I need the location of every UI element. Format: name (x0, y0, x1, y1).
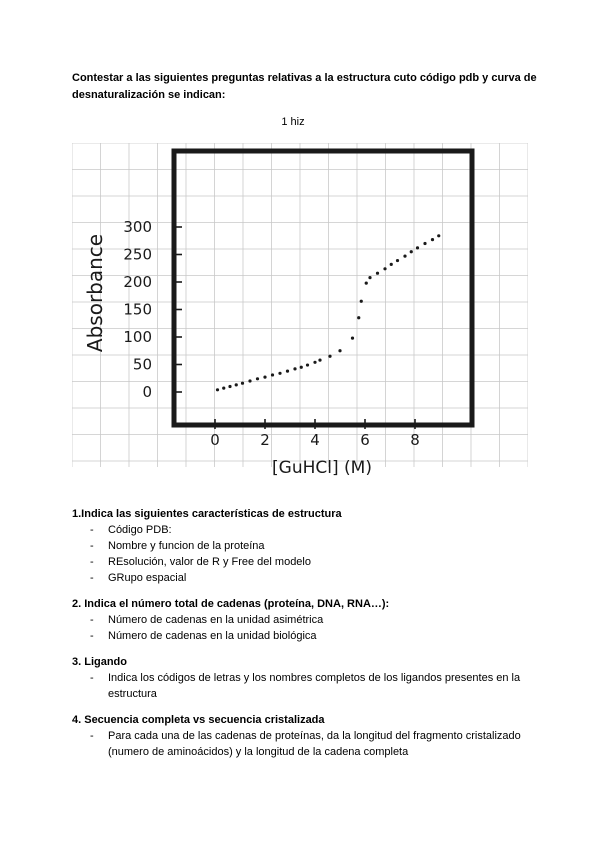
data-point (383, 267, 386, 270)
question-items (72, 670, 542, 702)
data-point (313, 361, 316, 364)
question-items (72, 612, 542, 644)
y-tick-label: 200 (123, 273, 152, 291)
data-point (351, 337, 354, 340)
question-item: - Nombre y funcion de la proteína (72, 538, 542, 554)
data-point (248, 379, 251, 382)
question-section (72, 596, 542, 644)
data-point (216, 388, 219, 391)
question-title: 1.Indica las siguientes características de estructura (72, 508, 342, 520)
data-point (222, 387, 225, 390)
y-tick-label: 250 (123, 245, 152, 264)
data-point (228, 385, 231, 388)
question-section (72, 654, 542, 702)
data-point (328, 355, 331, 358)
data-point (360, 300, 363, 303)
data-point (423, 242, 426, 245)
question-section (72, 712, 542, 760)
data-point (376, 272, 379, 275)
data-point (390, 263, 393, 266)
y-tick-label: 100 (123, 328, 152, 346)
question-item: - REsolución, valor de R y Free del modelo (72, 554, 542, 570)
data-point (338, 349, 341, 352)
question-item: - GRupo espacial (72, 570, 542, 586)
question-item: - Código PDB: (72, 522, 542, 538)
data-point (256, 377, 259, 380)
question-title: 4. Secuencia completa vs secuencia cristalizada (72, 714, 325, 726)
axis-ticks (176, 227, 415, 429)
x-tick-label: 0 (210, 431, 220, 449)
figure-caption: 1 hiz (281, 116, 305, 128)
y-tick-label: 0 (142, 383, 152, 401)
data-point (431, 238, 434, 241)
data-point (403, 255, 406, 258)
data-point (271, 373, 274, 376)
x-tick-label: 2 (260, 431, 270, 449)
data-point (365, 282, 368, 285)
data-point (318, 359, 321, 362)
question-item: - Número de cadenas en la unidad asimétrica (72, 612, 542, 628)
question-title: 3. Ligando (72, 656, 127, 668)
intro-text: Contestar a las siguientes preguntas relativas a la estructura cuto código pdb y curva de desnaturalización se indican: (72, 72, 537, 101)
plot-frame (174, 151, 472, 425)
chart-svg (72, 143, 528, 477)
data-point (278, 372, 281, 375)
data-point (306, 363, 309, 366)
y-axis-label: Absorbance (83, 233, 107, 353)
x-tick-label: 4 (310, 431, 320, 449)
question-item: - Para cada una de las cadenas de proteínas, da la longitud del fragmento cristalizado (numero de aminoácidos) y la longitud de la cadena completa (72, 728, 542, 760)
y-tick-label: 300 (123, 218, 152, 236)
questions-list (72, 506, 542, 770)
x-axis-label: [GuHCl] (M) (272, 458, 372, 477)
question-title: 2. Indica el número total de cadenas (proteína, DNA, RNA…): (72, 598, 390, 610)
data-point (286, 370, 289, 373)
question-items (72, 728, 542, 760)
y-tick-label: 50 (132, 355, 152, 374)
data-point (416, 246, 419, 249)
data-point (396, 259, 399, 262)
data-point (241, 382, 244, 385)
data-point (300, 366, 303, 369)
data-point (235, 383, 238, 386)
denaturation-chart (72, 143, 528, 477)
data-point (437, 234, 440, 237)
y-tick-label: 150 (123, 300, 152, 319)
x-tick-label: 8 (410, 431, 420, 449)
data-point (263, 376, 266, 379)
data-point (357, 316, 360, 319)
data-point (368, 276, 371, 279)
question-item: - Número de cadenas en la unidad biológica (72, 628, 542, 644)
data-point (293, 367, 296, 370)
question-items (72, 522, 542, 586)
x-tick-label: 6 (360, 431, 370, 449)
question-item: - Indica los códigos de letras y los nombres completos de los ligandos presentes en la estructura (72, 670, 542, 702)
data-point (410, 250, 413, 253)
question-section (72, 506, 542, 586)
